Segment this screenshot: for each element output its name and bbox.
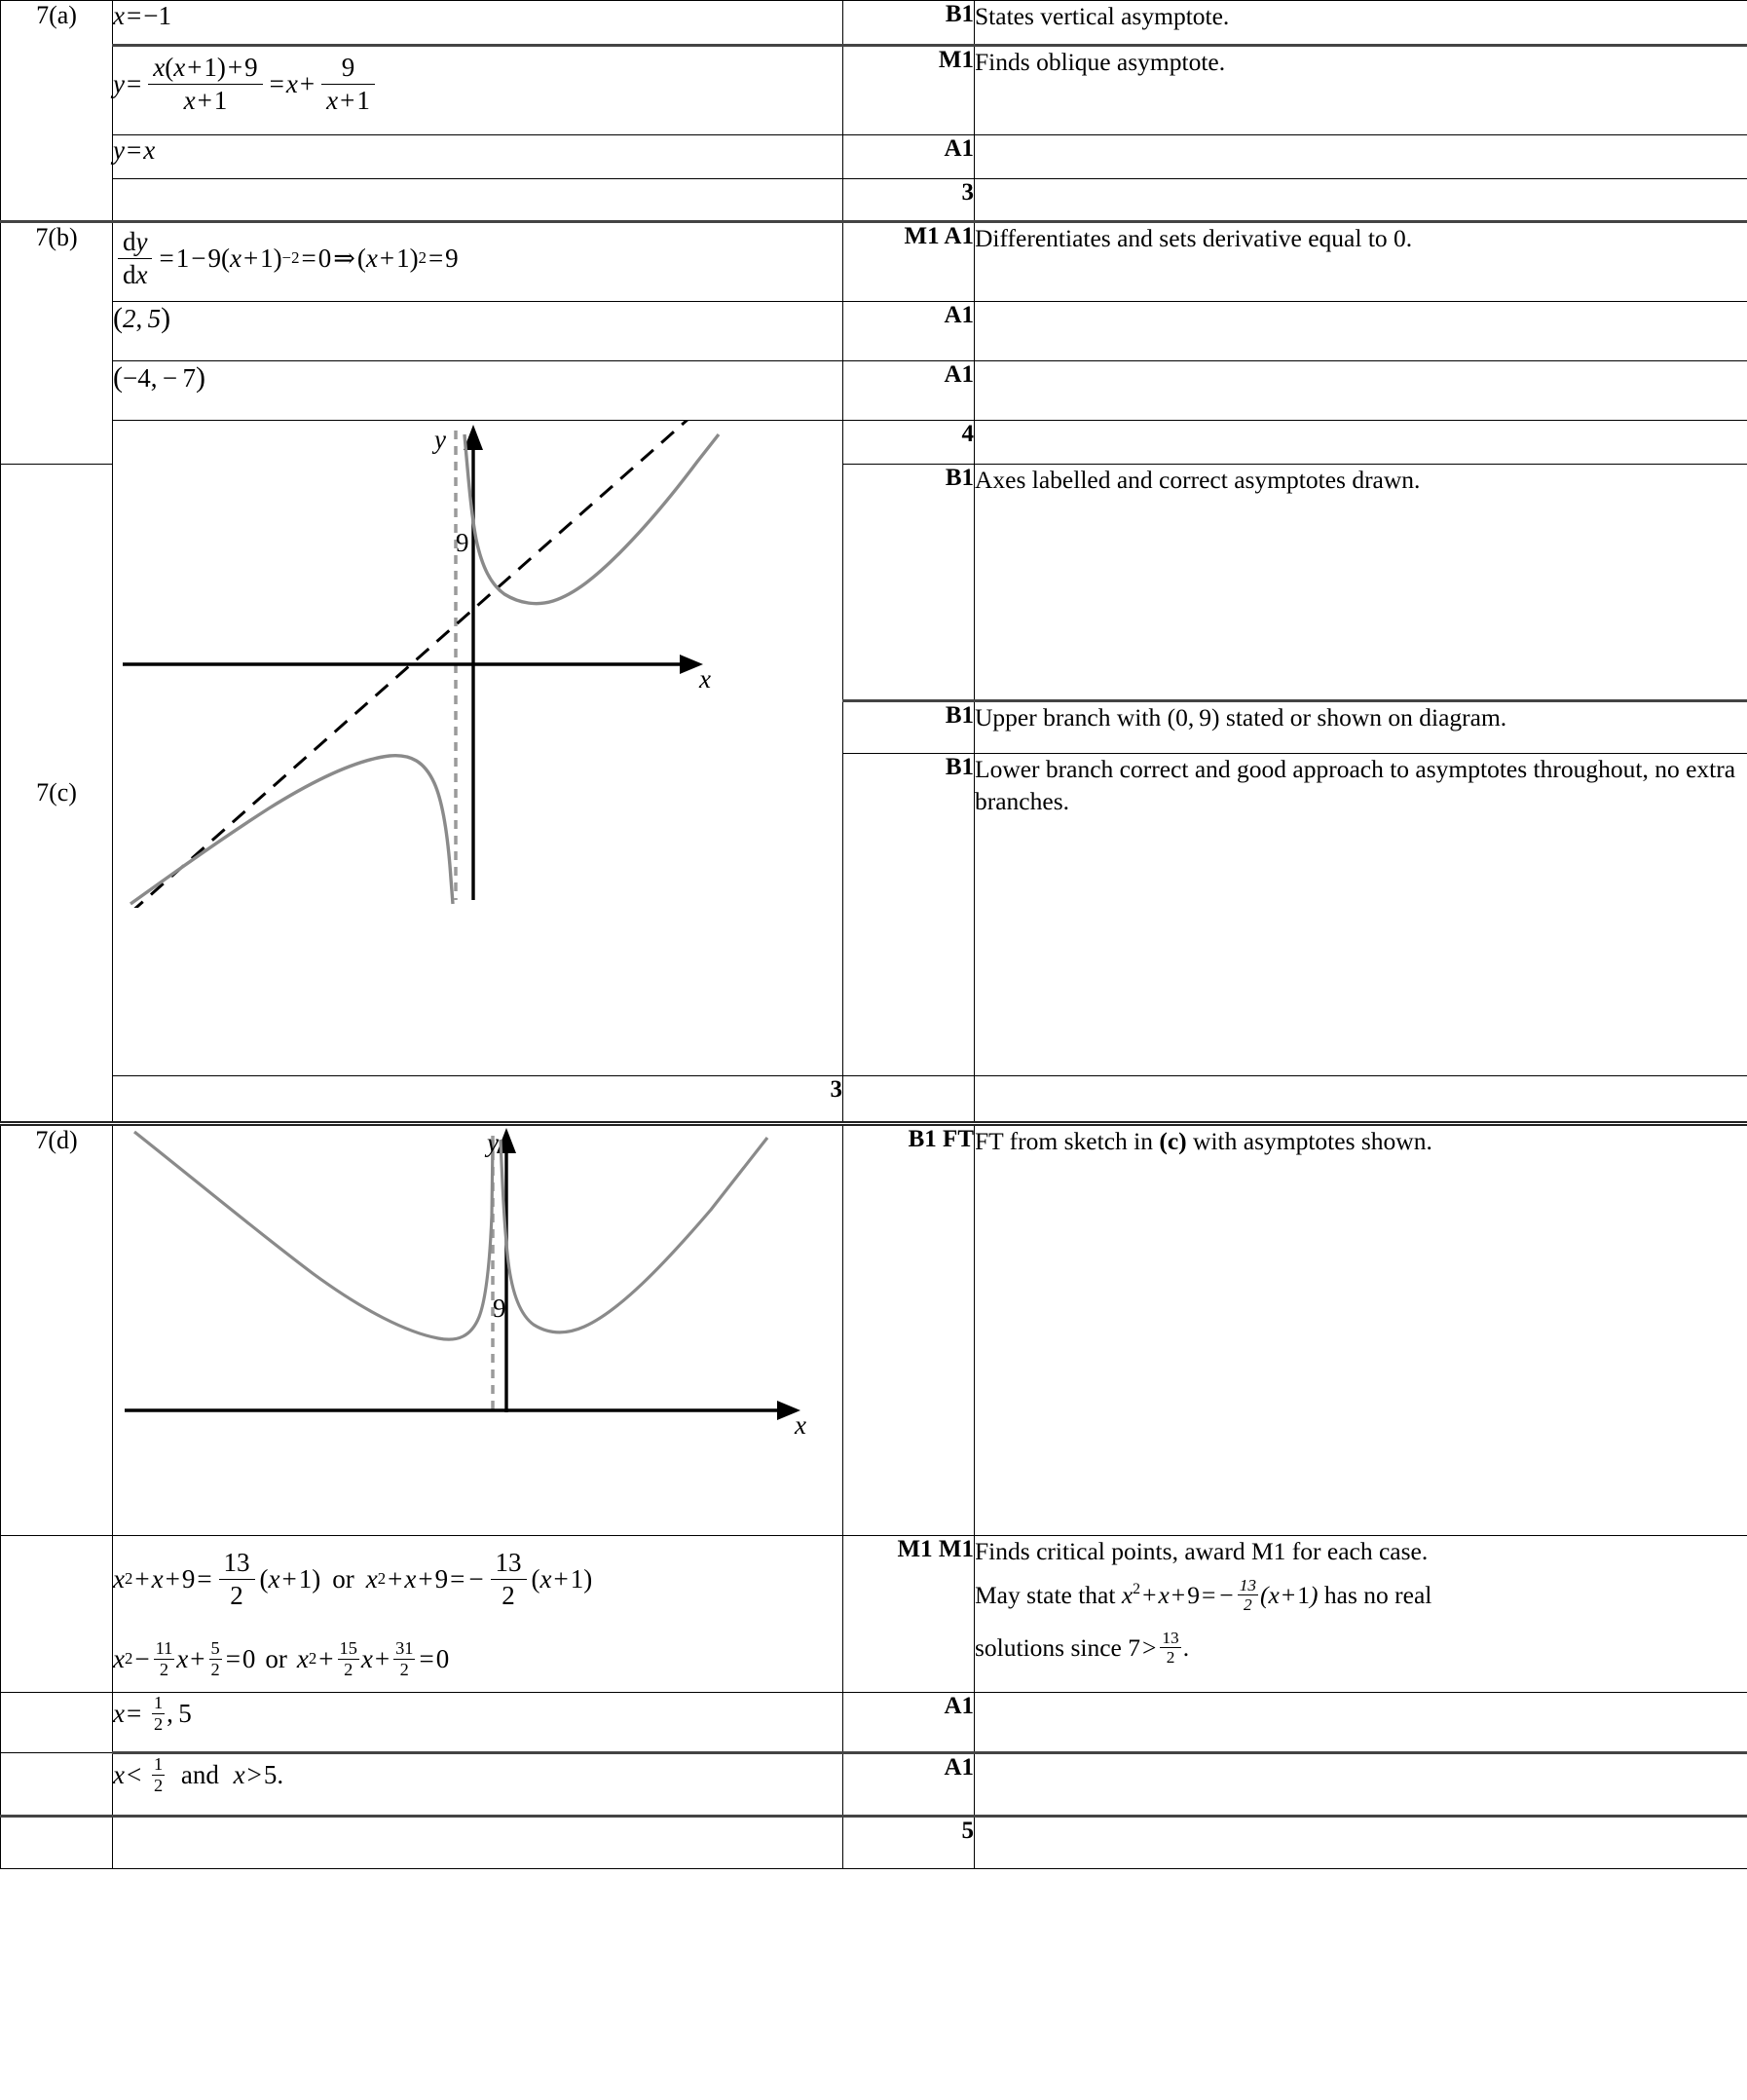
mark-7d-1: B1 FT	[843, 1124, 975, 1536]
comment-7c-1: Axes labelled and correct asymptotes drawn.	[975, 465, 1747, 701]
mark-total-7c: 3	[113, 1076, 843, 1124]
x-axis-label-d: x	[795, 1410, 806, 1438]
working-7a-total-blank	[113, 179, 843, 222]
mark-total-7d: 5	[843, 1817, 975, 1869]
comment-7c-2-point: (0, 9)	[1167, 703, 1220, 731]
comment-7d-1-post: with asymptotes shown.	[1186, 1127, 1432, 1155]
y-axis-label-d: y	[487, 1128, 499, 1157]
curve-left-branch-d	[134, 1132, 493, 1339]
mark-total-7a: 3	[843, 179, 975, 222]
mark-total-7b: 4	[843, 421, 975, 465]
mark-7d-2: M1 M1	[843, 1536, 975, 1693]
comment-7d-2-line2-pre: May state that	[975, 1580, 1122, 1609]
working-7b-point1: (2, 5)	[113, 302, 843, 361]
table-row	[1, 1, 1747, 46]
graph-d-svg	[113, 1126, 843, 1438]
working-7b-point2: (−4, − 7)	[113, 361, 843, 421]
graph-d-canvas	[113, 1126, 842, 1535]
comment-7d-2	[975, 1536, 1747, 1693]
comment-7c-3: Lower branch correct and good approach to asymptotes throughout, no extra branches.	[975, 754, 1747, 1076]
mark-7a-1: B1	[843, 1, 975, 46]
sketch-graph-7d	[113, 1124, 843, 1536]
table-row	[1, 1536, 1747, 1693]
mark-7a-2: M1	[843, 46, 975, 135]
mark-7c-3: B1	[843, 754, 975, 1076]
comment-7d-2-equation: $x^2+x+9=$ − $\frac{13}{2}$ (x+1)	[1121, 1575, 1319, 1615]
question-label-7b: 7(b)	[1, 222, 113, 465]
comment-7d-2-line3	[975, 1615, 1747, 1668]
working-7d-critical: x 2 + x + 9 = $\frac{13}{2}$ ( x + 1) or x 2 + x + 9 = − $\frac{13}{2}$ ( x + 1) x 2 − $\frac{11}{2}$ x + $\frac{5}{2}$ = 0 or x 2 + $\frac{15}{2}$ x + $\frac{31}{2}$ = 0	[113, 1536, 843, 1693]
comment-7d-total	[975, 1817, 1747, 1869]
mark-7c-1: B1	[843, 465, 975, 701]
table-row	[1, 1124, 1747, 1536]
comment-7d-2-line2-post: has no real	[1318, 1580, 1432, 1609]
question-label-7d-blank2	[1, 1693, 113, 1753]
comment-7d-3	[975, 1693, 1747, 1753]
table-row	[1, 1817, 1747, 1869]
table-row	[1, 1753, 1747, 1817]
y-intercept-label-c: 9	[456, 528, 469, 557]
question-label-7d-blank3	[1, 1753, 113, 1817]
working-7d-answer: x< $\frac{1}{2}$ and x>5.	[113, 1753, 843, 1817]
comment-7b-total	[975, 421, 1747, 465]
comment-7c-2-post: stated or shown on diagram.	[1219, 703, 1507, 731]
working-7b-derivative: $\frac{dy}{dx}$ = 1 − 9( x + 1) −2 = 0 ⇒ ( x + 1) 2 = 9	[113, 222, 843, 302]
comment-7a-total	[975, 179, 1747, 222]
comment-7d-1-ref: (c)	[1159, 1127, 1187, 1155]
comment-7b-1: Differentiates and sets derivative equal to 0.	[975, 222, 1747, 302]
curve-lower-branch-c	[130, 756, 453, 904]
sketch-graph-7c	[113, 421, 843, 1076]
mark-7a-3: A1	[843, 135, 975, 179]
y-axis-label-c: y	[434, 425, 446, 454]
table-row	[1, 179, 1747, 222]
comment-7d-2-line3-pre: solutions since	[975, 1632, 1129, 1662]
graph-c-canvas	[113, 421, 842, 1075]
question-label-7d-blank4	[1, 1817, 113, 1869]
curve-upper-branch-c	[465, 434, 719, 604]
comment-7a-2: Finds oblique asymptote.	[975, 46, 1747, 135]
comment-7d-4	[975, 1753, 1747, 1817]
question-label-7c: 7(c)	[1, 465, 113, 1124]
mark-7c-2: B1	[843, 701, 975, 754]
working-7a-oblique: y = $\frac{x(x+1)+9}{x+1}$ = x + $\frac{9}{x+1}$	[113, 46, 843, 135]
comment-7d-1	[975, 1124, 1747, 1536]
comment-7b-3	[975, 361, 1747, 421]
table-row	[1, 421, 1747, 465]
comment-7b-2	[975, 302, 1747, 361]
table-row	[1, 135, 1747, 179]
x-axis-label-c: x	[699, 664, 711, 694]
comment-7d-2-line2	[975, 1568, 1747, 1615]
table-row	[1, 302, 1747, 361]
comment-7a-1: States vertical asymptote.	[975, 1, 1747, 46]
graph-c-svg	[113, 421, 843, 908]
mark-7d-4: A1	[843, 1753, 975, 1817]
curve-right-branch-d	[501, 1138, 767, 1332]
working-7a-asymptote: x=−1	[113, 1, 843, 46]
comment-7d-2-line1: Finds critical points, award M1 for each case.	[975, 1537, 1429, 1565]
table-row	[1, 46, 1747, 135]
working-7d-total-blank	[113, 1817, 843, 1869]
comment-7d-2-inequality: 7> $\frac{13}{2}$	[1128, 1628, 1179, 1668]
question-label-7d: 7(d)	[1, 1124, 113, 1536]
mark-7b-3: A1	[843, 361, 975, 421]
table-row	[1, 361, 1747, 421]
table-row	[1, 1076, 1747, 1124]
table-row	[1, 222, 1747, 302]
comment-7c-2-pre: Upper branch with	[975, 703, 1168, 731]
mark-7d-3: A1	[843, 1693, 975, 1753]
comment-7d-2-line3-post: .	[1182, 1632, 1190, 1662]
question-label-7a: 7(a)	[1, 1, 113, 222]
mark-7b-1: M1 A1	[843, 222, 975, 302]
mark-7b-2: A1	[843, 302, 975, 361]
working-7a-yx: y=x	[113, 135, 843, 179]
question-label-7d-blank	[1, 1536, 113, 1693]
table-row	[1, 1693, 1747, 1753]
working-7d-roots: x= $\frac{1}{2}$ , 5	[113, 1693, 843, 1753]
comment-7c-2	[975, 701, 1747, 754]
comment-7d-1-pre: FT from sketch in	[975, 1127, 1160, 1155]
comment-7c-total	[843, 1076, 975, 1124]
comment-7a-3	[975, 135, 1747, 179]
y-intercept-label-d: 9	[493, 1294, 506, 1323]
